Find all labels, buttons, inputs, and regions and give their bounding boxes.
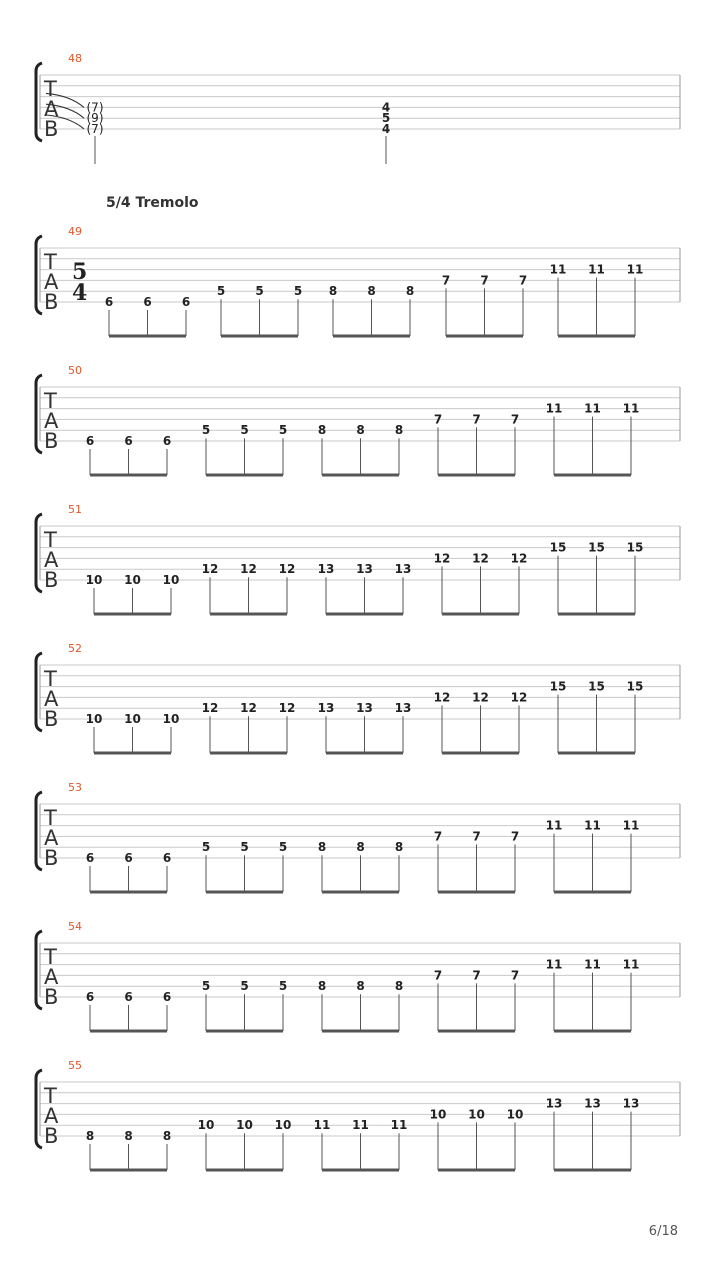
fret-number: 7 xyxy=(518,273,528,288)
fret-number: 7 xyxy=(510,412,520,427)
fret-number: 5 xyxy=(240,979,249,994)
fret-number: 6 xyxy=(124,851,133,865)
fret-number: 5 xyxy=(381,111,391,126)
fret-number: 13 xyxy=(545,1096,563,1111)
fret-number: 8 xyxy=(328,284,338,299)
fret-number: 11 xyxy=(390,1118,408,1133)
fret-number: 15 xyxy=(588,679,605,694)
tab-system xyxy=(36,1059,680,1170)
fret-number: 5 xyxy=(278,840,288,855)
fret-number: 15 xyxy=(626,679,644,694)
fret-number: 11 xyxy=(584,818,601,833)
fret-number: 10 xyxy=(274,1118,292,1133)
fret-number: 7 xyxy=(433,829,443,844)
tab-clef-letter: A xyxy=(44,1104,59,1128)
measure-number: 52 xyxy=(68,642,82,655)
fret-number: 10 xyxy=(506,1107,524,1122)
tab-clef-letter: T xyxy=(44,250,57,274)
fret-number: 11 xyxy=(622,957,640,972)
fret-number: 6 xyxy=(162,434,172,448)
fret-number: 11 xyxy=(622,818,640,833)
tab-system xyxy=(36,920,680,1031)
fret-number: 12 xyxy=(278,701,296,716)
tab-clef-letter: B xyxy=(44,568,59,592)
fret-number: 12 xyxy=(433,690,451,705)
fret-number: 6 xyxy=(162,851,172,865)
fret-number: 12 xyxy=(472,551,489,566)
fret-number: 10 xyxy=(429,1107,447,1122)
fret-number: 5 xyxy=(201,979,211,994)
fret-number: (7) xyxy=(86,100,104,115)
fret-number: 8 xyxy=(317,423,327,438)
fret-number: 11 xyxy=(352,1118,369,1133)
fret-number: 13 xyxy=(622,1096,640,1111)
fret-number: 4 xyxy=(381,122,391,136)
section-label: 5/4 Tremolo xyxy=(106,195,199,211)
fret-number: 11 xyxy=(626,262,644,277)
fret-number: 8 xyxy=(317,840,327,855)
tab-clef-letter: B xyxy=(44,290,59,314)
tab-system xyxy=(36,781,680,892)
fret-number: 7 xyxy=(510,829,520,844)
fret-number: 5 xyxy=(278,979,288,994)
measure-number: 55 xyxy=(68,1059,82,1072)
fret-number: 10 xyxy=(162,712,180,726)
fret-number: 11 xyxy=(549,262,567,277)
tab-clef-letter: T xyxy=(44,389,57,413)
tab-clef-letter: B xyxy=(44,985,59,1009)
page-number: 6/18 xyxy=(648,1224,678,1239)
measure-number: 48 xyxy=(68,52,82,65)
tab-clef-letter: A xyxy=(44,965,59,989)
fret-number: 7 xyxy=(510,968,520,983)
fret-number: 10 xyxy=(197,1118,215,1133)
fret-number: (7) xyxy=(86,122,104,136)
tab-clef-letter: A xyxy=(44,270,59,294)
fret-number: 5 xyxy=(216,284,226,299)
fret-number: 10 xyxy=(124,712,141,726)
fret-number: 11 xyxy=(584,957,601,972)
fret-number: 6 xyxy=(124,990,133,1004)
fret-number: 8 xyxy=(356,840,365,855)
fret-number: 12 xyxy=(240,701,257,716)
time-signature-bottom: 4 xyxy=(72,280,88,306)
fret-number: 4 xyxy=(381,100,391,115)
tab-clef-letter: B xyxy=(44,117,59,141)
fret-number: 13 xyxy=(356,562,373,577)
fret-number: 8 xyxy=(317,979,327,994)
fret-number: 6 xyxy=(85,434,95,448)
fret-number: 7 xyxy=(472,829,481,844)
measure-number: 53 xyxy=(68,781,82,794)
fret-number: 6 xyxy=(181,295,191,309)
tab-system xyxy=(36,642,680,753)
fret-number: 13 xyxy=(394,701,412,716)
measure-number: 51 xyxy=(68,503,82,516)
fret-number: 11 xyxy=(588,262,605,277)
fret-number: 13 xyxy=(317,701,335,716)
tab-clef-letter: T xyxy=(44,528,57,552)
fret-number: 5 xyxy=(278,423,288,438)
fret-number: 12 xyxy=(510,551,528,566)
fret-number: 12 xyxy=(240,562,257,577)
fret-number: 7 xyxy=(480,273,489,288)
tab-clef-letter: B xyxy=(44,1124,59,1148)
fret-number: 5 xyxy=(201,423,211,438)
fret-number: 8 xyxy=(394,423,404,438)
tab-clef-letter: T xyxy=(44,806,57,830)
tab-clef-letter: T xyxy=(44,667,57,691)
fret-number: 11 xyxy=(545,401,563,416)
fret-number: 11 xyxy=(313,1118,331,1133)
fret-number: 12 xyxy=(278,562,296,577)
tab-clef-letter: A xyxy=(44,687,59,711)
tab-system xyxy=(36,52,680,164)
tab-clef-letter: A xyxy=(44,826,59,850)
fret-number: 7 xyxy=(472,412,481,427)
tab-system xyxy=(36,364,680,475)
fret-number: 8 xyxy=(405,284,415,299)
tab-clef-letter: T xyxy=(44,945,57,969)
measure-number: 49 xyxy=(68,225,82,238)
fret-number: 11 xyxy=(584,401,601,416)
fret-number: 8 xyxy=(356,423,365,438)
fret-number: 10 xyxy=(162,573,180,587)
fret-number: 8 xyxy=(356,979,365,994)
fret-number: 13 xyxy=(356,701,373,716)
fret-number: 15 xyxy=(588,540,605,555)
tab-system xyxy=(36,225,680,336)
fret-number: 13 xyxy=(317,562,335,577)
fret-number: 11 xyxy=(545,957,563,972)
tab-clef-letter: B xyxy=(44,707,59,731)
fret-number: 12 xyxy=(433,551,451,566)
fret-number: 10 xyxy=(85,712,103,726)
fret-number: 5 xyxy=(240,423,249,438)
fret-number: 15 xyxy=(626,540,644,555)
fret-number: 15 xyxy=(549,679,567,694)
fret-number: 5 xyxy=(240,840,249,855)
fret-number: 10 xyxy=(124,573,141,587)
fret-number: 6 xyxy=(143,295,152,309)
fret-number: 7 xyxy=(433,412,443,427)
fret-number: 6 xyxy=(85,990,95,1004)
fret-number: (9) xyxy=(86,111,104,126)
measure-number: 54 xyxy=(68,920,82,933)
time-signature-top: 5 xyxy=(72,259,88,285)
fret-number: 7 xyxy=(472,968,481,983)
tab-clef-letter: T xyxy=(44,77,57,101)
tab-system xyxy=(36,503,680,614)
fret-number: 12 xyxy=(201,562,219,577)
fret-number: 11 xyxy=(622,401,640,416)
fret-number: 8 xyxy=(162,1129,172,1143)
fret-number: 6 xyxy=(162,990,172,1004)
tab-clef-letter: B xyxy=(44,429,59,453)
fret-number: 8 xyxy=(124,1129,133,1143)
fret-number: 8 xyxy=(367,284,376,299)
fret-number: 5 xyxy=(255,284,264,299)
fret-number: 7 xyxy=(441,273,451,288)
fret-number: 5 xyxy=(201,840,211,855)
fret-number: 12 xyxy=(472,690,489,705)
fret-number: 6 xyxy=(124,434,133,448)
fret-number: 5 xyxy=(293,284,303,299)
tab-clef-letter: A xyxy=(44,409,59,433)
tab-clef-letter: B xyxy=(44,846,59,870)
fret-number: 10 xyxy=(468,1107,485,1122)
tab-clef-letter: A xyxy=(44,97,59,121)
fret-number: 10 xyxy=(236,1118,253,1133)
fret-number: 6 xyxy=(104,295,114,309)
fret-number: 6 xyxy=(85,851,95,865)
fret-number: 12 xyxy=(201,701,219,716)
fret-number: 13 xyxy=(584,1096,601,1111)
measure-number: 50 xyxy=(68,364,82,377)
fret-number: 8 xyxy=(394,979,404,994)
fret-number: 10 xyxy=(85,573,103,587)
fret-number: 13 xyxy=(394,562,412,577)
tab-clef-letter: A xyxy=(44,548,59,572)
tab-clef-letter: T xyxy=(44,1084,57,1108)
fret-number: 8 xyxy=(85,1129,95,1143)
fret-number: 11 xyxy=(545,818,563,833)
fret-number: 8 xyxy=(394,840,404,855)
fret-number: 15 xyxy=(549,540,567,555)
fret-number: 7 xyxy=(433,968,443,983)
fret-number: 12 xyxy=(510,690,528,705)
